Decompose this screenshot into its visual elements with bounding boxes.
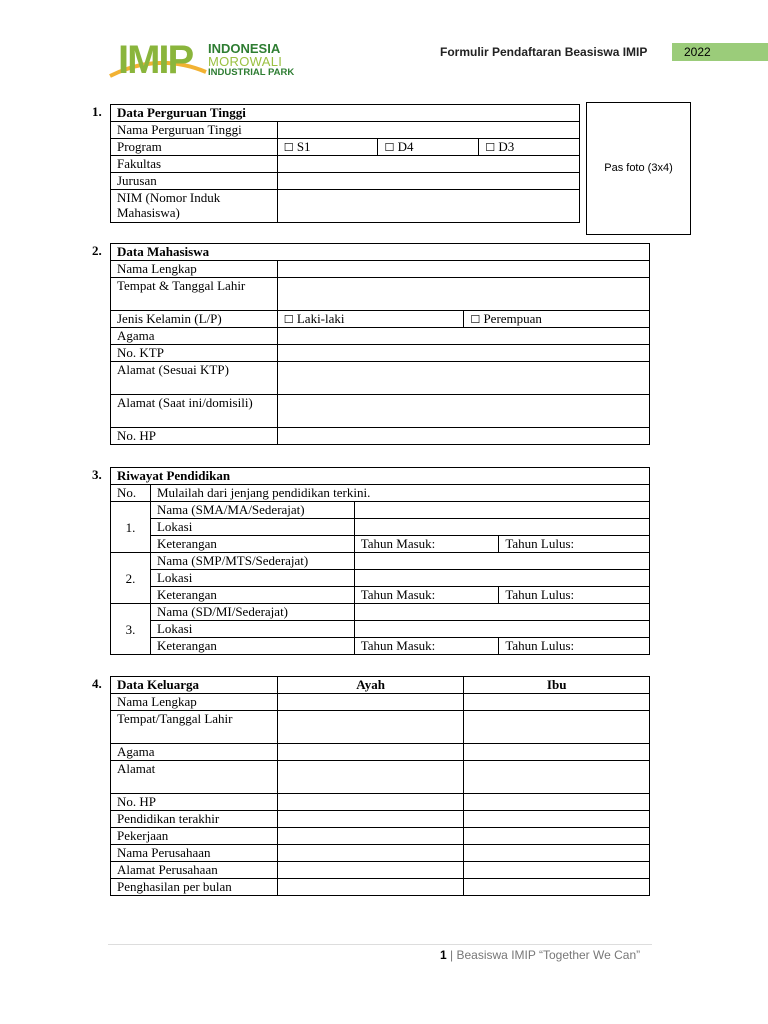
option-perempuan[interactable]: ☐ Perempuan bbox=[464, 311, 650, 328]
label-agama: Agama bbox=[111, 328, 278, 345]
input-jurusan[interactable] bbox=[277, 173, 579, 190]
input-no-hp[interactable] bbox=[277, 428, 649, 445]
input-alamat-ktp[interactable] bbox=[277, 362, 649, 395]
label-ktp: No. KTP bbox=[111, 345, 278, 362]
input-fakultas[interactable] bbox=[277, 156, 579, 173]
input-ayah-nama[interactable] bbox=[277, 694, 464, 711]
section-4-number: 4. bbox=[92, 676, 102, 691]
input-ayah-agama[interactable] bbox=[277, 744, 464, 761]
instruction-text: Mulailah dari jenjang pendidikan terkini. bbox=[150, 485, 649, 502]
section-1-table bbox=[110, 104, 580, 223]
label-alamat-ktp: Alamat (Sesuai KTP) bbox=[111, 362, 278, 395]
input-edu-nama[interactable] bbox=[354, 502, 649, 519]
input-ktp[interactable] bbox=[277, 345, 649, 362]
photo-label: Pas foto (3x4) bbox=[604, 162, 673, 174]
label-no-hp: No. HP bbox=[111, 428, 278, 445]
section-1-title: Data Perguruan Tinggi bbox=[111, 105, 580, 122]
page-footer bbox=[440, 948, 640, 962]
form-title: Formulir Pendaftaran Beasiswa IMIP bbox=[440, 45, 648, 59]
photo-box[interactable] bbox=[586, 102, 691, 235]
label-edu-nama: Nama (SMP/MTS/Sederajat) bbox=[150, 553, 354, 570]
col-no: No. bbox=[111, 485, 151, 502]
input-ibu-agama[interactable] bbox=[464, 744, 650, 761]
section-2-table bbox=[110, 243, 650, 445]
logo-mark: IMIP bbox=[118, 38, 193, 82]
label-edu-nama: Nama (SD/MI/Sederajat) bbox=[150, 604, 354, 621]
footer-text: Beasiswa IMIP “Together We Can” bbox=[456, 948, 641, 962]
checkbox-s1-icon[interactable]: ☐ bbox=[283, 141, 294, 154]
input-tahun-masuk[interactable]: Tahun Masuk: bbox=[354, 536, 499, 553]
logo-text-industrial-park: INDUSTRIAL PARK bbox=[208, 67, 295, 78]
option-s1[interactable]: ☐ S1 bbox=[277, 139, 378, 156]
input-edu-nama[interactable] bbox=[354, 553, 649, 570]
section-3-title: Riwayat Pendidikan bbox=[111, 468, 650, 485]
label-fam-pekerjaan: Pekerjaan bbox=[111, 828, 278, 845]
label-edu-keterangan: Keterangan bbox=[150, 638, 354, 655]
label-fam-alamat-perusahaan: Alamat Perusahaan bbox=[111, 862, 278, 879]
page-number: 1 bbox=[440, 948, 447, 962]
label-nama-perguruan: Nama Perguruan Tinggi bbox=[111, 122, 278, 139]
col-ayah: Ayah bbox=[277, 677, 464, 694]
input-ayah-alamat-perusahaan[interactable] bbox=[277, 862, 464, 879]
input-ayah-hp[interactable] bbox=[277, 794, 464, 811]
input-ibu-nama[interactable] bbox=[464, 694, 650, 711]
label-ttl: Tempat & Tanggal Lahir bbox=[111, 278, 278, 311]
company-logo bbox=[108, 40, 298, 80]
edu-no: 3. bbox=[111, 604, 151, 655]
input-ayah-pekerjaan[interactable] bbox=[277, 828, 464, 845]
label-edu-nama: Nama (SMA/MA/Sederajat) bbox=[150, 502, 354, 519]
section-2-title: Data Mahasiswa bbox=[111, 244, 650, 261]
edu-no: 2. bbox=[111, 553, 151, 604]
option-d3[interactable]: ☐ D3 bbox=[479, 139, 580, 156]
input-ayah-ttl[interactable] bbox=[277, 711, 464, 744]
input-edu-nama[interactable] bbox=[354, 604, 649, 621]
section-4-title: Data Keluarga bbox=[111, 677, 278, 694]
checkbox-d3-icon[interactable]: ☐ bbox=[485, 141, 496, 154]
label-fam-agama: Agama bbox=[111, 744, 278, 761]
label-fam-pendidikan: Pendidikan terakhir bbox=[111, 811, 278, 828]
input-ayah-perusahaan[interactable] bbox=[277, 845, 464, 862]
input-ayah-penghasilan[interactable] bbox=[277, 879, 464, 896]
edu-no: 1. bbox=[111, 502, 151, 553]
label-fam-penghasilan: Penghasilan per bulan bbox=[111, 879, 278, 896]
label-jenis-kelamin: Jenis Kelamin (L/P) bbox=[111, 311, 278, 328]
input-ibu-hp[interactable] bbox=[464, 794, 650, 811]
section-1-number: 1. bbox=[92, 104, 102, 119]
input-alamat-domisili[interactable] bbox=[277, 395, 649, 428]
input-ibu-penghasilan[interactable] bbox=[464, 879, 650, 896]
input-ayah-alamat[interactable] bbox=[277, 761, 464, 794]
input-edu-lokasi[interactable] bbox=[354, 519, 649, 536]
input-ibu-pekerjaan[interactable] bbox=[464, 828, 650, 845]
label-fakultas: Fakultas bbox=[111, 156, 278, 173]
checkbox-laki-icon[interactable]: ☐ bbox=[283, 313, 294, 326]
col-ibu: Ibu bbox=[464, 677, 650, 694]
option-d4[interactable]: ☐ D4 bbox=[378, 139, 479, 156]
input-tahun-lulus[interactable]: Tahun Lulus: bbox=[499, 536, 650, 553]
input-tahun-masuk[interactable]: Tahun Masuk: bbox=[354, 638, 499, 655]
option-laki-laki[interactable]: ☐ Laki-laki bbox=[277, 311, 464, 328]
footer-divider bbox=[108, 944, 652, 945]
label-edu-lokasi: Lokasi bbox=[150, 519, 354, 536]
logo-text-morowali: MOROWALI bbox=[208, 54, 283, 69]
label-nim: NIM (Nomor Induk Mahasiswa) bbox=[111, 190, 278, 223]
label-edu-keterangan: Keterangan bbox=[150, 536, 354, 553]
input-tahun-lulus[interactable]: Tahun Lulus: bbox=[499, 587, 650, 604]
label-edu-keterangan: Keterangan bbox=[150, 587, 354, 604]
label-alamat-domisili: Alamat (Saat ini/domisili) bbox=[111, 395, 278, 428]
input-ibu-alamat-perusahaan[interactable] bbox=[464, 862, 650, 879]
label-edu-lokasi: Lokasi bbox=[150, 570, 354, 587]
section-3-number: 3. bbox=[92, 467, 102, 482]
input-ibu-pendidikan[interactable] bbox=[464, 811, 650, 828]
logo-text-indonesia: INDONESIA bbox=[208, 41, 281, 56]
footer-separator: | bbox=[450, 948, 454, 962]
label-fam-alamat: Alamat bbox=[111, 761, 278, 794]
section-4-table bbox=[110, 676, 650, 896]
section-3-table bbox=[110, 467, 650, 655]
input-edu-lokasi[interactable] bbox=[354, 621, 649, 638]
label-jurusan: Jurusan bbox=[111, 173, 278, 190]
label-program: Program bbox=[111, 139, 278, 156]
input-ibu-alamat[interactable] bbox=[464, 761, 650, 794]
label-fam-ttl: Tempat/Tanggal Lahir bbox=[111, 711, 278, 744]
input-agama[interactable] bbox=[277, 328, 649, 345]
input-ibu-ttl[interactable] bbox=[464, 711, 650, 744]
section-2-number: 2. bbox=[92, 243, 102, 258]
input-tahun-lulus[interactable]: Tahun Lulus: bbox=[499, 638, 650, 655]
input-ibu-perusahaan[interactable] bbox=[464, 845, 650, 862]
input-ayah-pendidikan[interactable] bbox=[277, 811, 464, 828]
checkbox-d4-icon[interactable]: ☐ bbox=[384, 141, 395, 154]
label-fam-hp: No. HP bbox=[111, 794, 278, 811]
label-fam-nama: Nama Lengkap bbox=[111, 694, 278, 711]
input-edu-lokasi[interactable] bbox=[354, 570, 649, 587]
year-badge: 2022 bbox=[672, 43, 768, 61]
input-nama-lengkap[interactable] bbox=[277, 261, 649, 278]
input-ttl[interactable] bbox=[277, 278, 649, 311]
input-nama-perguruan[interactable] bbox=[277, 122, 579, 139]
label-fam-perusahaan: Nama Perusahaan bbox=[111, 845, 278, 862]
checkbox-perempuan-icon[interactable]: ☐ bbox=[470, 313, 481, 326]
input-nim[interactable] bbox=[277, 190, 579, 223]
label-nama-lengkap: Nama Lengkap bbox=[111, 261, 278, 278]
input-tahun-masuk[interactable]: Tahun Masuk: bbox=[354, 587, 499, 604]
label-edu-lokasi: Lokasi bbox=[150, 621, 354, 638]
